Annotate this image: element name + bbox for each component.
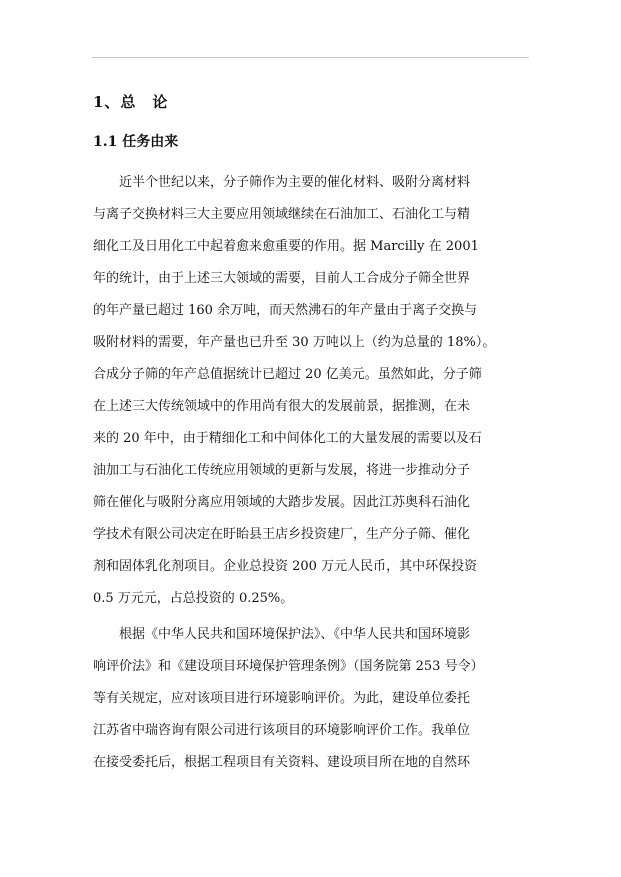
paragraph-line: 吸附材料的需要，年产量也已升至 30 万吨以上（约为总量的 18%）。: [93, 335, 496, 350]
paragraph-line: 近半个世纪以来，分子筛作为主要的催化材料、吸附分离材料: [93, 175, 471, 190]
paragraph-line: 学技术有限公司决定在盱眙县王店乡投资建厂，生产分子筛、催化: [93, 527, 471, 542]
paragraph-line: 0.5 万元元，占总投资的 0.25%。: [93, 591, 294, 606]
paragraph-line: 年的统计，由于上述三大领域的需要，目前人工合成分子筛全世界: [93, 271, 471, 286]
section-heading: 1、总 论: [93, 93, 169, 111]
paragraph-line: 油加工与石油化工传统应用领域的更新与发展，将进一步推动分子: [93, 463, 471, 478]
paragraph-line: 筛在催化与吸附分离应用领域的大踏步发展。因此江苏奥科石油化: [93, 495, 471, 510]
paragraph-line: 等有关规定，应对该项目进行环境影响评价。为此，建设单位委托: [93, 691, 471, 706]
paragraph-line: 剂和固体乳化剂项目。企业总投资 200 万元人民币，其中环保投资: [93, 559, 478, 574]
paragraph-line: 响评价法》和《建设项目环境保护管理条例》（国务院第 253 号令）: [93, 659, 484, 674]
subsection-heading: 1.1 任务由来: [93, 134, 179, 150]
header-rule: [92, 57, 529, 58]
paragraph-line: 根据《中华人民共和国环境保护法》、《中华人民共和国环境影: [93, 627, 471, 642]
paragraph-line: 合成分子筛的年产总值据统计已超过 20 亿美元。虽然如此，分子筛: [93, 367, 482, 382]
paragraph-line: 江苏省中瑞咨询有限公司进行该项目的环境影响评价工作。我单位: [93, 723, 471, 738]
paragraph-line: 的年产量已超过 160 余万吨，而天然沸石的年产量由于离子交换与: [93, 303, 478, 318]
paragraph-line: 与离子交换材料三大主要应用领域继续在石油加工、石油化工与精: [93, 207, 471, 222]
paragraph-line: 细化工及日用化工中起着愈来愈重要的作用。据 Marcilly 在 2001: [93, 239, 479, 254]
paragraph-line: 在上述三大传统领域中的作用尚有很大的发展前景，据推测，在未: [93, 399, 471, 414]
paragraph-line: 在接受委托后，根据工程项目有关资料、建设项目所在地的自然环: [93, 755, 471, 770]
paragraph-line: 来的 20 年中，由于精细化工和中间体化工的大量发展的需要以及石: [93, 431, 482, 446]
